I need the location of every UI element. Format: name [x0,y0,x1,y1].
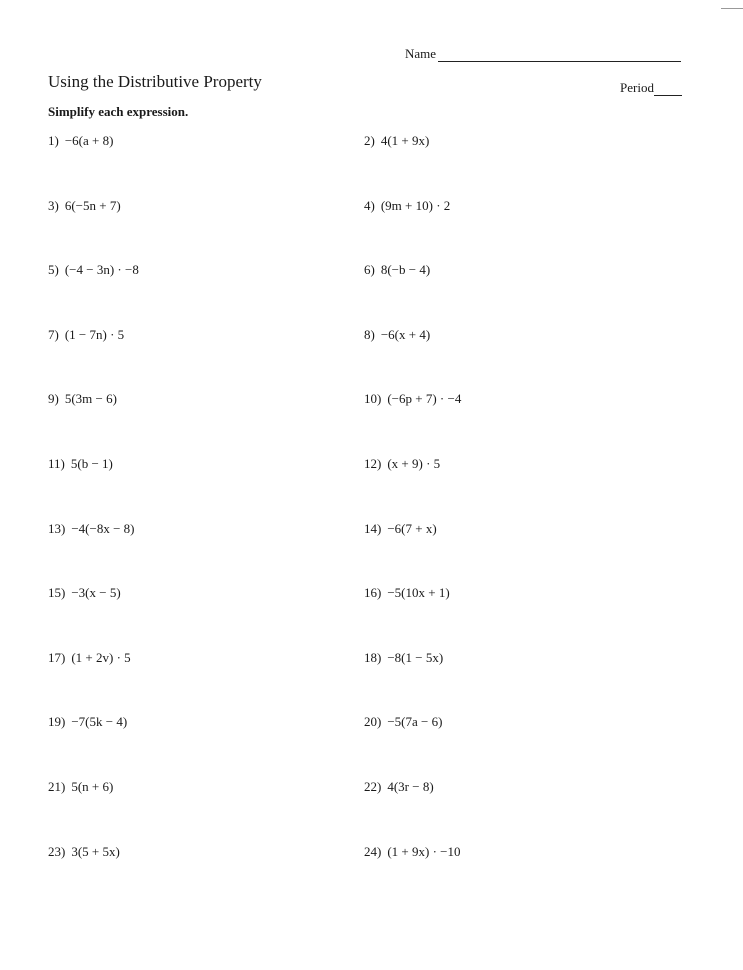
problem-item [48,262,139,278]
problem-number: 4) [364,197,375,213]
problem-number: 12) [364,456,382,471]
problem-number: 2) [364,133,375,148]
problem-item [48,327,124,343]
problem-expression: (1 − 7n) · 5 [64,326,125,342]
problem-item [48,844,120,860]
problem-expression: (x + 9) · 5 [387,456,441,471]
problem-number: 22) [364,779,382,794]
problem-number: 3) [48,197,59,213]
problem-expression: −4(−8x − 8) [71,520,135,536]
problem-item [364,779,434,795]
problem-expression: −8(1 − 5x) [387,649,444,665]
problem-expression: 3(5 + 5x) [71,843,120,859]
problem-item [364,262,430,278]
problem-expression: −7(5k − 4) [71,714,128,730]
problem-expression: 6(−5n + 7) [64,197,121,213]
problem-number: 14) [364,520,382,536]
problem-item [364,521,437,537]
problem-expression: (−6p + 7) · −4 [387,391,462,407]
problem-number: 19) [48,714,66,730]
problem-item [364,714,442,730]
problem-number: 13) [48,520,66,536]
problem-expression: −3(x − 5) [71,585,121,601]
problem-number: 7) [48,326,59,342]
problem-expression: 4(3r − 8) [387,779,434,794]
problem-expression: −6(a + 8) [64,133,114,148]
period-label: Period [620,80,654,95]
problem-item [48,456,113,472]
problem-item [48,585,121,601]
problem-number: 20) [364,714,382,730]
problem-number: 24) [364,843,382,859]
problem-number: 10) [364,391,382,407]
problem-expression: −5(10x + 1) [387,585,450,601]
problem-expression: −6(7 + x) [387,520,437,536]
problem-item [364,391,461,407]
problem-expression: (−4 − 3n) · −8 [64,262,139,278]
problem-item [364,585,450,601]
problem-item [364,198,450,214]
problem-item [364,456,440,472]
problem-item [48,714,127,730]
problem-number: 5) [48,262,59,278]
problem-number: 18) [364,649,382,665]
problem-item [48,133,113,149]
problem-number: 21) [48,779,66,794]
problem-number: 16) [364,585,382,601]
problem-expression: (1 + 2v) · 5 [71,649,131,665]
problem-expression: 8(−b − 4) [380,262,431,278]
problem-number: 6) [364,262,375,278]
problem-item [48,198,121,214]
problem-expression: (1 + 9x) · −10 [387,843,461,859]
name-label: Name [405,46,437,61]
problem-item [364,650,443,666]
problem-number: 15) [48,585,66,601]
problem-number: 8) [364,326,375,342]
problem-item [364,844,461,860]
problem-item [364,133,429,149]
problem-expression: −5(7a − 6) [387,714,443,730]
problem-expression: 5(n + 6) [71,779,114,794]
worksheet-title: Using the Distributive Property [48,72,262,91]
problem-expression: (9m + 10) · 2 [380,197,451,213]
problem-expression: 5(b − 1) [70,456,113,471]
problem-expression: 4(1 + 9x) [380,133,430,148]
instructions: Simplify each expression. [48,104,189,119]
problem-number: 11) [48,456,65,471]
problem-item [48,779,113,795]
problem-item [48,650,131,666]
problem-expression: −6(x + 4) [380,326,431,342]
problem-item [48,521,135,537]
problem-item [364,327,430,343]
problem-expression: 5(3m − 6) [64,391,117,407]
problem-number: 9) [48,391,59,407]
problem-number: 17) [48,649,66,665]
problem-item [48,391,117,407]
problem-number: 23) [48,843,66,859]
problem-number: 1) [48,133,59,148]
